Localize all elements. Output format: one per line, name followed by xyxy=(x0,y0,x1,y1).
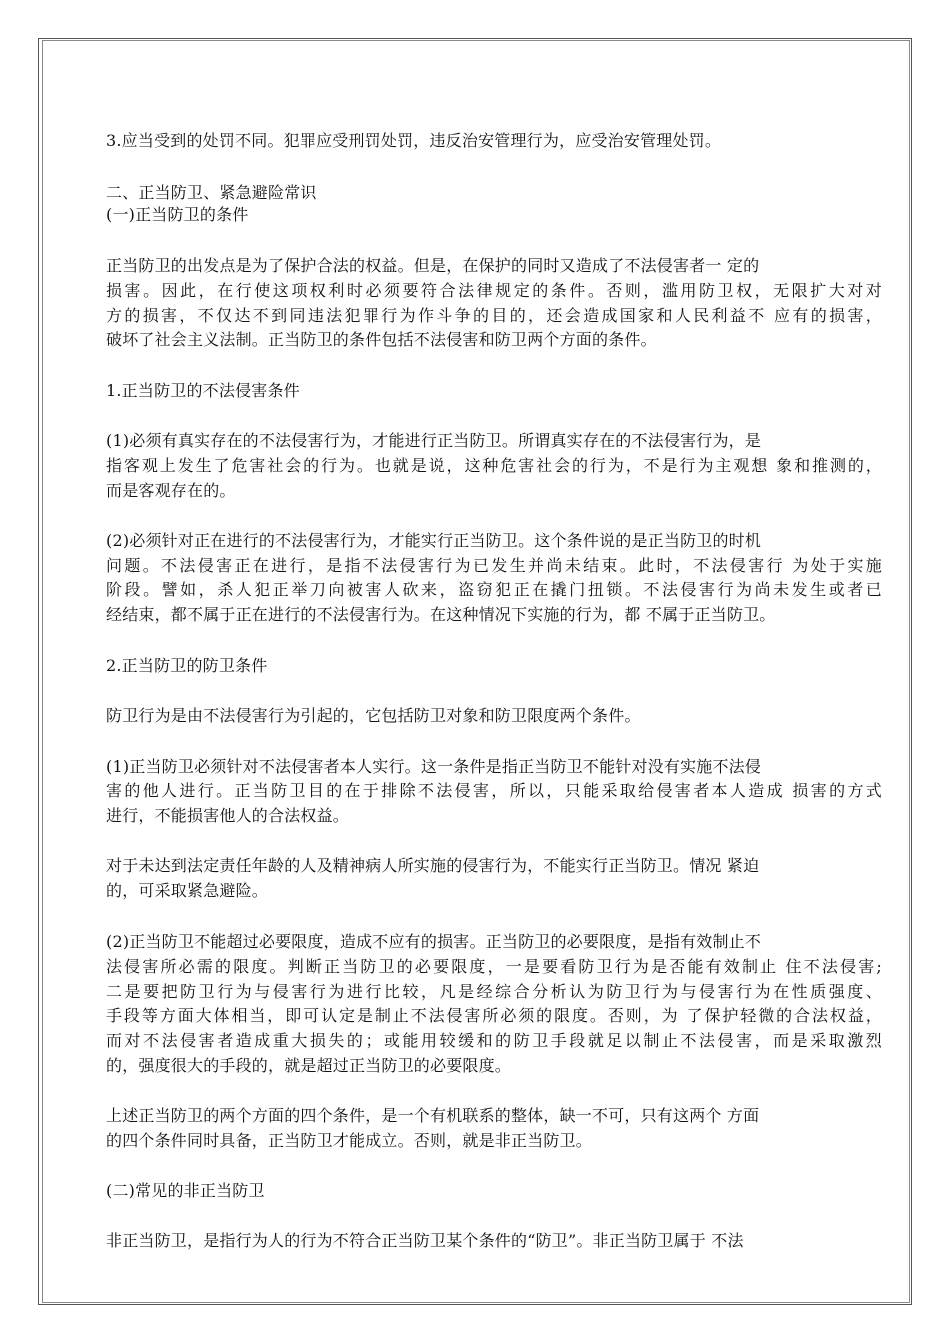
text-line: 方的损害，不仅达不到同违法犯罪行为作斗争的目的，还会造成国家和人民利益不 应有的损害， xyxy=(106,306,882,325)
subsection-heading: (二)常见的非正当防卫 xyxy=(106,1181,265,1200)
text-line: 二是要把防卫行为与侵害行为进行比较，凡是经综合分析认为防卫行为与侵害行为在性质强度、 xyxy=(106,982,882,1001)
text-line: 非正当防卫，是指行为人的行为不符合正当防卫某个条件的“防卫”。非正当防卫属于 不法 xyxy=(106,1231,744,1250)
subsection-heading: (一)正当防卫的条件 xyxy=(106,205,249,224)
text-line: 正当防卫的出发点是为了保护合法的权益。但是，在保护的同时又造成了不法侵害者一 定的 xyxy=(106,256,760,275)
text-line: 防卫行为是由不法侵害行为引起的，它包括防卫对象和防卫限度两个条件。 xyxy=(106,706,641,725)
text-line: 害的他人进行。正当防卫目的在于排除不法侵害，所以，只能采取给侵害者本人造成 损害的方式 xyxy=(106,781,882,800)
text-line: 破坏了社会主义法制。正当防卫的条件包括不法侵害和防卫两个方面的条件。 xyxy=(106,330,657,349)
section-heading: 二、正当防卫、紧急避险常识 xyxy=(106,183,317,202)
text-line: 上述正当防卫的两个方面的四个条件，是一个有机联系的整体，缺一不可，只有这两个 方面 xyxy=(106,1106,760,1125)
text-line: 阶段。譬如，杀人犯正举刀向被害人砍来，盗窃犯正在撬门扭锁。不法侵害行为尚未发生或者已 xyxy=(106,580,882,599)
text-line: 3.应当受到的处罚不同。犯罪应受刑罚处罚，违反治安管理行为，应受治安管理处罚。 xyxy=(106,131,722,150)
text-line: 而是客观存在的。 xyxy=(106,481,236,500)
text-line: 经结束，都不属于正在进行的不法侵害行为。在这种情况下实施的行为，都 不属于正当防卫。 xyxy=(106,605,776,624)
text-line: 的，可采取紧急避险。 xyxy=(106,881,269,900)
text-line: 问题。不法侵害正在进行，是指不法侵害行为已发生并尚未结束。此时，不法侵害行 为处于实施 xyxy=(106,556,882,575)
text-line: 手段等方面大体相当，即可认定是制止不法侵害所必须的限度。否则，为 了保护轻微的合法权益， xyxy=(106,1006,882,1025)
text-line: (2)正当防卫不能超过必要限度，造成不应有的损害。正当防卫的必要限度，是指有效制止不 xyxy=(106,932,762,951)
text-line: 法侵害所必需的限度。判断正当防卫的必要限度，一是要看防卫行为是否能有效制止 住不法侵害; xyxy=(106,957,882,976)
text-line: 指客观上发生了危害社会的行为。也就是说，这种危害社会的行为，不是行为主观想 象和推测的， xyxy=(106,456,882,475)
text-line: 损害。因此，在行使这项权利时必须要符合法律规定的条件。否则，滥用防卫权，无限扩大对对 xyxy=(106,281,882,300)
text-line: (1)必须有真实存在的不法侵害行为，才能进行正当防卫。所谓真实存在的不法侵害行为，是 xyxy=(106,431,762,450)
text-line: 对于未达到法定责任年龄的人及精神病人所实施的侵害行为，不能实行正当防卫。情况 紧迫 xyxy=(106,856,760,875)
subsection-heading: 1.正当防卫的不法侵害条件 xyxy=(106,381,300,400)
text-line: 的四个条件同时具备，正当防卫才能成立。否则，就是非正当防卫。 xyxy=(106,1131,593,1150)
text-line: (2)必须针对正在进行的不法侵害行为，才能实行正当防卫。这个条件说的是正当防卫的时机 xyxy=(106,531,762,550)
subsection-heading: 2.正当防卫的防卫条件 xyxy=(106,656,268,675)
text-line: 的，强度很大的手段的，就是超过正当防卫的必要限度。 xyxy=(106,1056,512,1075)
text-line: 而对不法侵害者造成重大损失的；或能用较缓和的防卫手段就足以制止不法侵害，而是采取激烈 xyxy=(106,1031,882,1050)
text-line: (1)正当防卫必须针对不法侵害者本人实行。这一条件是指正当防卫不能针对没有实施不法侵 xyxy=(106,757,762,776)
text-line: 进行，不能损害他人的合法权益。 xyxy=(106,806,350,825)
